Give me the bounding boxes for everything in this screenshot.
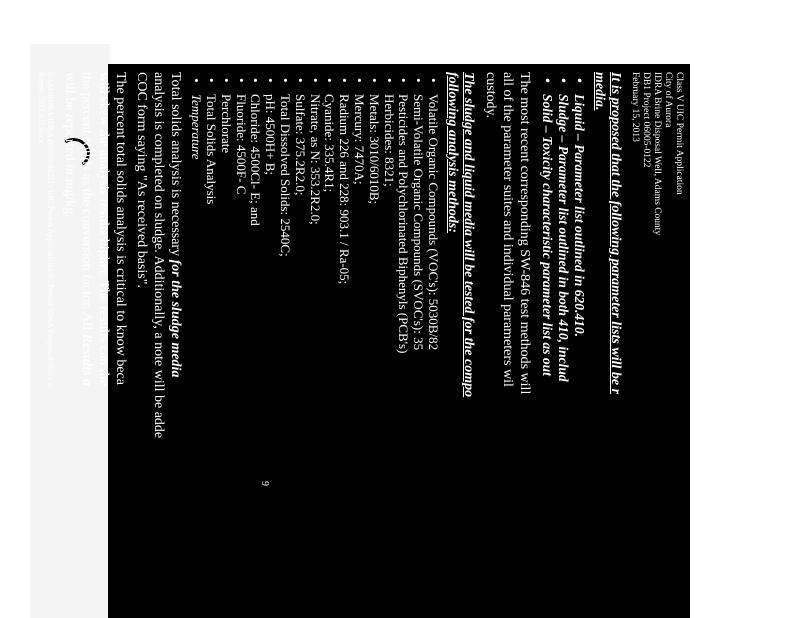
emphasis-text: Results a bbox=[79, 333, 95, 387]
list-item: • Perchlorate bbox=[218, 72, 233, 610]
scan-right-margin bbox=[690, 0, 800, 618]
list-item: • Pesticides and Polychlorinated Biphenyls (PCB's) bbox=[396, 72, 411, 610]
footer-line: G:\AURORA\IDRA (06005-0122) - UIC Permit Application\UIC Permit\IDRA Responsibilities at bbox=[46, 72, 56, 388]
percent-solids-paragraph bbox=[61, 72, 129, 610]
list-item: • Radium 226 and 228: 903.1 / Ra-05; bbox=[336, 72, 351, 610]
list-item: • Chloride: 4500Cl- E; and bbox=[248, 72, 263, 610]
footer-path bbox=[37, 72, 55, 610]
list-item: • Total Solids Analysis bbox=[203, 72, 218, 610]
emphasis-text: for the sludge media bbox=[168, 259, 184, 378]
footer-line: Report 2013.021.docx bbox=[37, 72, 47, 144]
paragraph-line bbox=[78, 72, 95, 610]
text-run: Total solids analysis is necessary bbox=[168, 72, 184, 260]
list-item: • Semi-Volatile Organic Compounds (SVOC's): 35 bbox=[410, 72, 425, 610]
paragraph-line: custody. bbox=[483, 72, 498, 119]
paragraph-line bbox=[167, 72, 184, 610]
paragraph-line: will be reported in mg/kg. bbox=[62, 72, 78, 218]
paragraph-line: all of the parameter suites and individual parameters wil bbox=[500, 72, 515, 387]
document-page bbox=[37, 64, 690, 618]
methods-paragraph bbox=[482, 72, 533, 610]
list-item: • Volatile Organic Compounds (VOC's): 5030B/82 bbox=[425, 72, 440, 610]
list-item: • Temperature bbox=[188, 72, 203, 610]
rotated-text-block bbox=[37, 64, 690, 618]
intro-line: It is proposed that the following parameter lists will be r bbox=[608, 72, 623, 395]
header-block bbox=[629, 72, 684, 610]
media-list bbox=[539, 72, 587, 610]
list-item: • Liquid – Parameter list outlined in 620.410. bbox=[571, 72, 587, 610]
header-line: City of Aurora bbox=[663, 72, 673, 128]
subheading-line: The sludge and liquid media will be tested for the compo bbox=[461, 72, 476, 398]
paragraph-line: The percent total solids analysis is critical to know beca bbox=[113, 72, 129, 385]
list-item: • Solid – Toxicity characteristic parameter list as out bbox=[539, 72, 555, 610]
header-line: IDRA Brine Disposal Well, Adams County bbox=[652, 72, 662, 236]
list-item: • Metals: 3010/6010B; bbox=[366, 72, 381, 610]
paragraph-line: will skew the analysis results higher. The results can the bbox=[96, 72, 112, 386]
total-solids-paragraph bbox=[133, 72, 184, 610]
list-item: • Mercury: 7470A; bbox=[351, 72, 366, 610]
list-item: • Total Dissolved Solids: 2540C; bbox=[277, 72, 292, 610]
paragraph-line: COC form saying "As received basis". bbox=[134, 72, 150, 288]
list-item: • pH: 4500H+ B; bbox=[262, 72, 277, 610]
intro-heading bbox=[591, 72, 623, 610]
header-line: Class V UIC Permit Application bbox=[674, 72, 684, 195]
list-item: • Sulfate: 375.2R2.0; bbox=[292, 72, 307, 610]
analysis-subheading bbox=[444, 72, 476, 610]
header-line: DB1 Project 06005-0122 bbox=[641, 72, 651, 168]
page-number: 9 bbox=[259, 481, 270, 486]
paragraph-line: The most recent corresponding SW-846 test methods will bbox=[517, 72, 532, 395]
paragraph-line: analysis is completed on sludge. Additionally, a note will be adde bbox=[151, 72, 167, 439]
list-item: • Cyanide: 335.4R1; bbox=[322, 72, 337, 610]
header-line: February 15, 2013 bbox=[630, 72, 640, 142]
subheading-line: following analysis methods: bbox=[445, 72, 460, 234]
text-run: the percent solids as the conversion factor. All bbox=[79, 72, 95, 334]
list-item: • Herbicides: 8321; bbox=[381, 72, 396, 610]
list-item: • Sludge – Parameter list outlined in both 410, includ bbox=[555, 72, 571, 610]
intro-line: media. bbox=[592, 72, 607, 111]
list-item: • Fluoride: 4500F- C bbox=[233, 72, 248, 610]
list-item: • Nitrate, as N: 353.2R2.0; bbox=[307, 72, 322, 610]
analyte-list bbox=[188, 72, 440, 610]
